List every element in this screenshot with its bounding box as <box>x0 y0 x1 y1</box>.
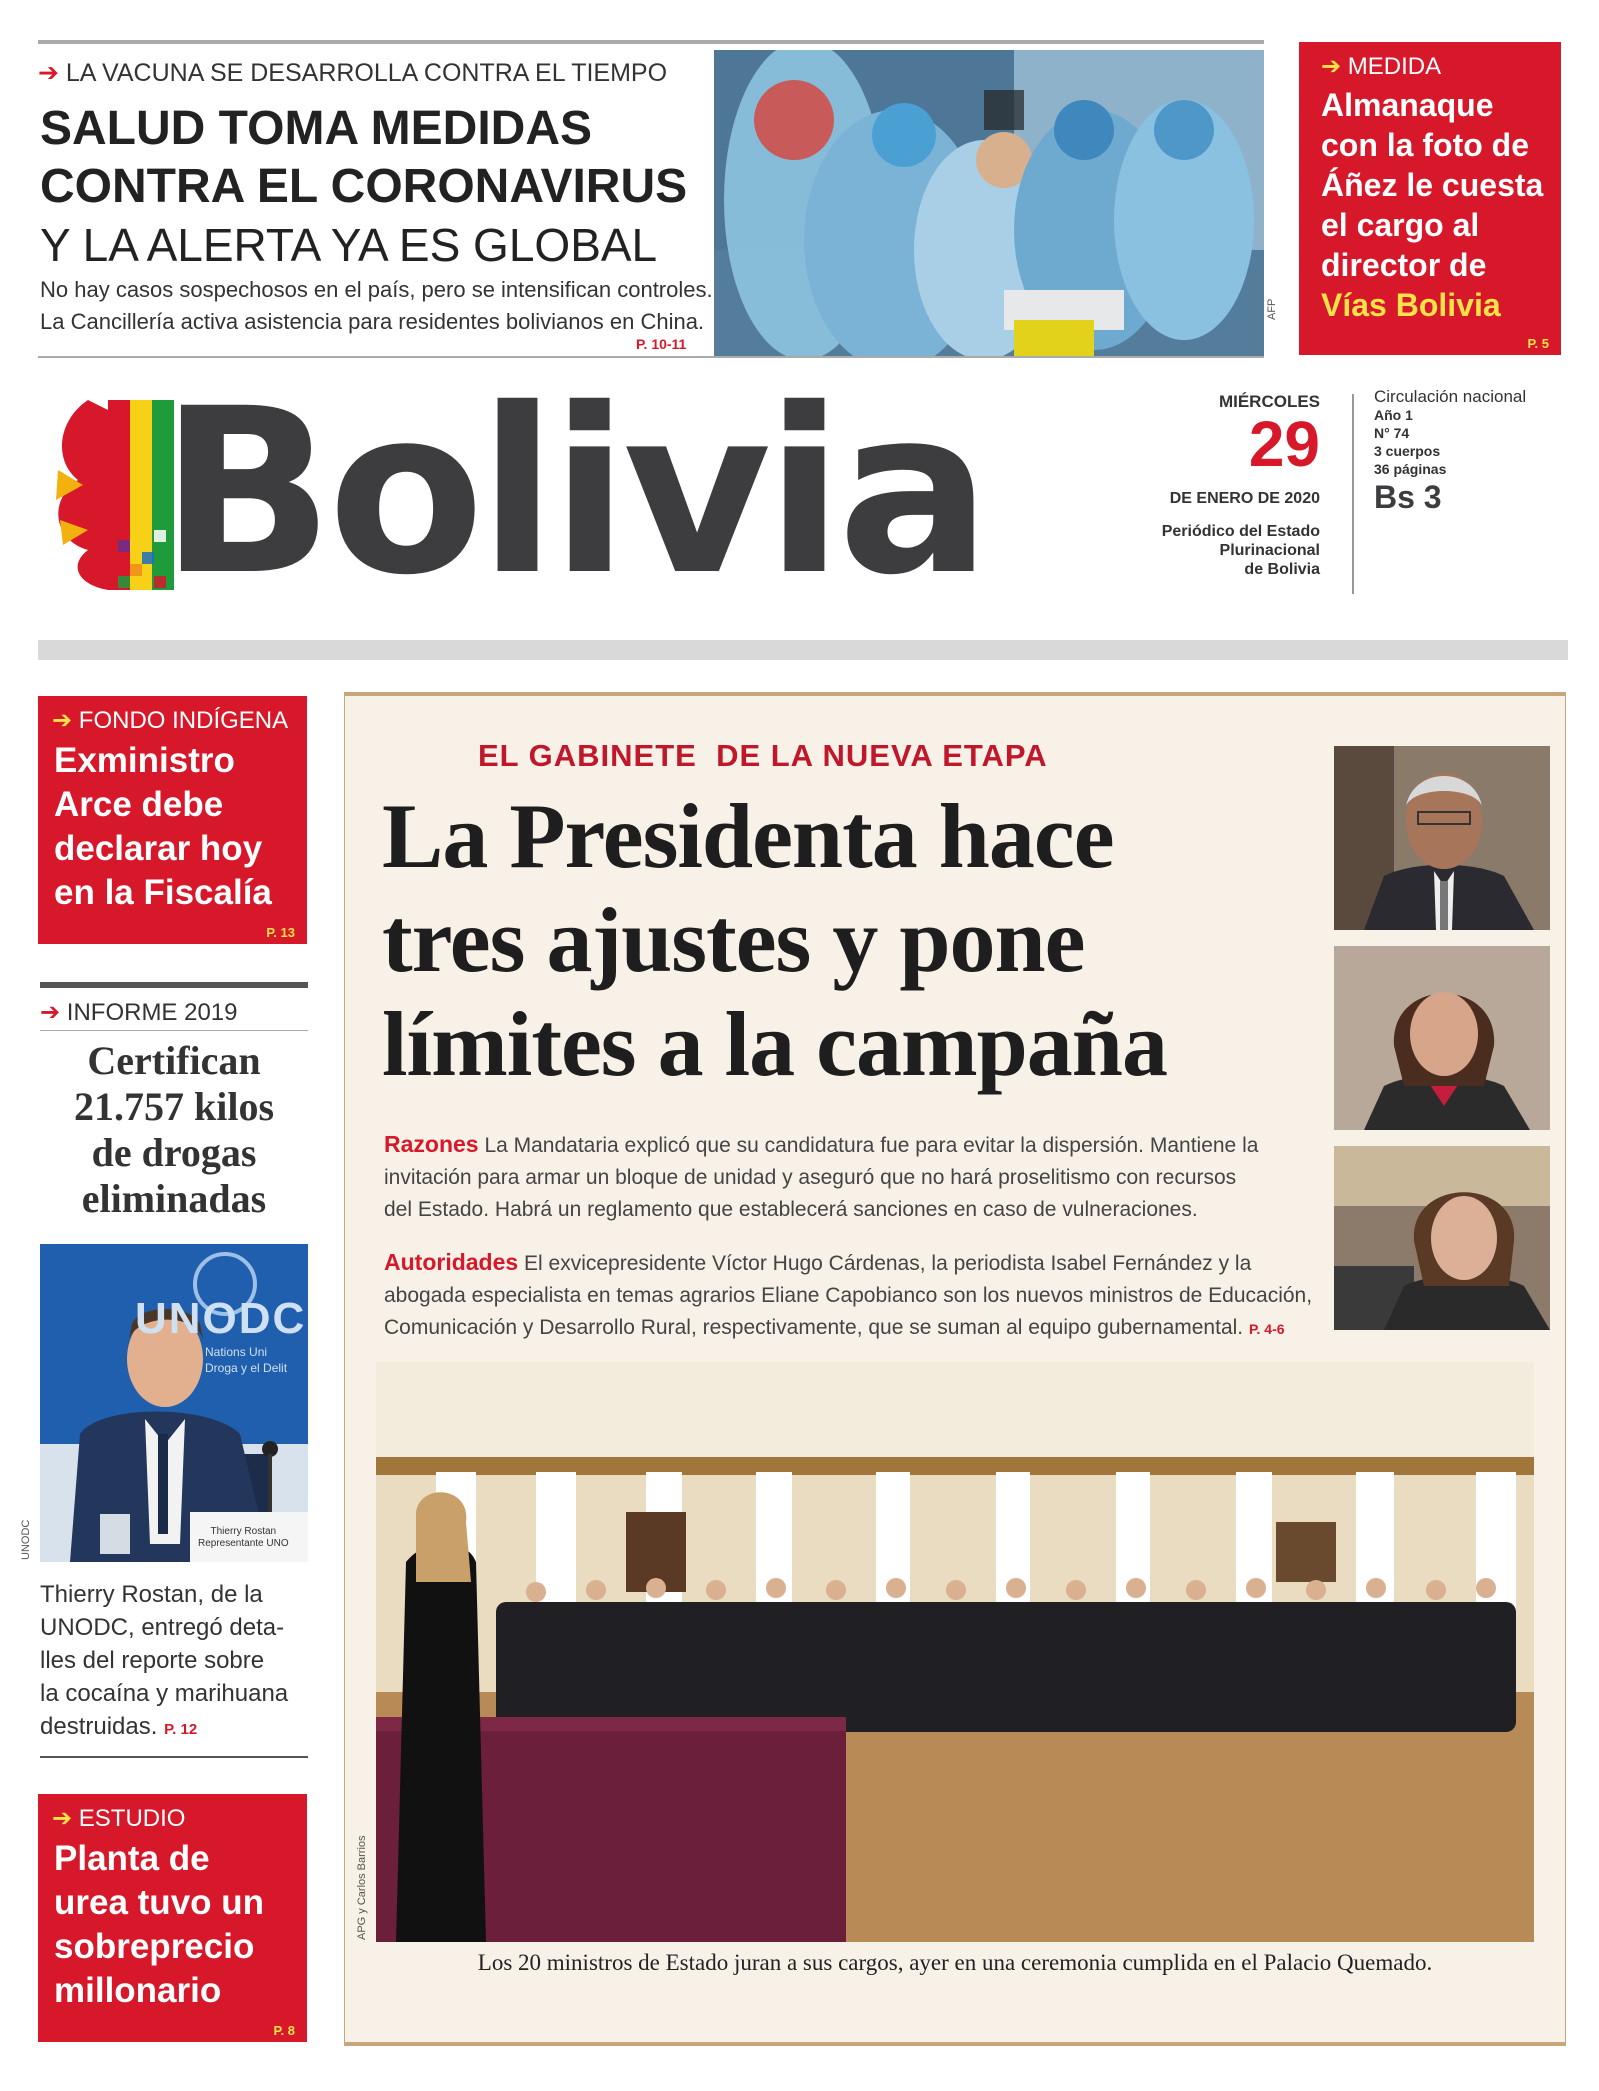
main-kicker: EL GABINETE DE LA NUEVA ETAPA <box>478 738 1048 773</box>
portrait-woman-illustration <box>1334 1146 1550 1330</box>
top-story-summary: No hay casos sospechosos en el país, pero se intensifican controles. La Cancillería activa asistencia para residentes bolivianos en China. <box>40 277 713 334</box>
arrow-right-icon: ➔ <box>52 707 73 734</box>
page-ref: P. 13 <box>266 925 295 940</box>
masthead-title[interactable]: Bolivia <box>160 359 986 625</box>
left-rule <box>40 1756 308 1758</box>
para-lead: Razones <box>384 1131 479 1157</box>
arrow-right-icon: ➔ <box>38 59 59 87</box>
coronavirus-photo <box>714 50 1264 356</box>
top-rule <box>38 40 1264 44</box>
publisher: Periódico del Estado Plurinacional de Bolivia <box>1161 523 1320 578</box>
headline-line: SALUD TOMA MEDIDAS <box>40 102 592 155</box>
portrait-man-illustration <box>1334 746 1550 930</box>
informe-headline[interactable]: Certifican 21.757 kilos de drogas eliminadas <box>73 1038 275 1221</box>
top-rule-bottom <box>38 356 1264 358</box>
page-ref: P. 5 <box>1527 336 1549 351</box>
flag-emblem-icon <box>48 390 178 596</box>
palace-ceremony-illustration <box>376 1362 1534 1942</box>
informe-kicker: ➔ INFORME 2019 <box>40 999 238 1026</box>
main-headline[interactable]: La Presidenta hace tres ajustes y pone límites a la campaña <box>382 785 1167 1095</box>
arrow-right-icon: ➔ <box>1321 53 1342 80</box>
page-ref[interactable]: P. 10-11 <box>636 336 687 352</box>
masthead-info: Circulación nacional Año 1 N° 74 3 cuerpos 36 páginas Bs 3 <box>1374 387 1527 515</box>
informe-rule <box>40 982 308 988</box>
minister-portrait-2 <box>1334 946 1550 1130</box>
page-ref[interactable]: P. 12 <box>164 1721 198 1738</box>
estudio-box[interactable]: ➔ ESTUDIO Planta de urea tuvo un sobreprecio millonario P. 8 <box>38 1794 307 2042</box>
top-story-headline[interactable] <box>40 100 720 274</box>
day-number: 29 <box>1248 408 1320 480</box>
headline-line: Y LA ALERTA YA ES GLOBAL <box>40 219 658 271</box>
speaker-illustration <box>40 1244 308 1562</box>
page-ref[interactable]: P. 4-6 <box>1248 1321 1285 1337</box>
unodc-sign-text: Nations Uni Droga y el Delit <box>205 1345 288 1375</box>
para-lead: Autoridades <box>384 1249 519 1275</box>
unodc-logo: UNODC <box>135 1294 307 1343</box>
page-ref: P. 8 <box>273 2023 295 2038</box>
top-story-kicker: ➔ LA VACUNA SE DESARROLLA CONTRA EL TIEMPO <box>38 59 668 87</box>
minister-portrait-3 <box>1334 1146 1550 1330</box>
main-paragraph-autoridades: Autoridades El exvicepresidente Víctor Hugo Cárdenas, la periodista Isabel Fernández y la abogada especialista en temas agrarios Eliane Capobianco son los nuevos ministros de Educación, Comunicación y Desarrollo Rural, respectivamente, que se suman al equipo gubernamental. P. 4-6 <box>384 1249 1313 1339</box>
box-kicker: ➔ MEDIDA <box>1321 53 1442 80</box>
unodc-caption: Thierry Rostan, de la UNODC, entregó deta- lles del reporte sobre la cocaína y marihuana destruidas. P. 12 <box>40 1581 289 1740</box>
portrait-woman-illustration <box>1334 946 1550 1130</box>
headline-line: CONTRA EL CORONAVIRUS <box>40 160 688 213</box>
main-paragraph-razones: Razones La Mandataria explicó que su candidatura fue para evitar la dispersión. Mantiene la invitación para armar un bloque de unidad y aseguró que no hará proselitismo con recursos del Estado. Habrá un reglamento que establecerá sanciones en caso de vulneraciones. <box>384 1131 1259 1221</box>
fondo-indigena-box[interactable]: ➔ FONDO INDÍGENA Exministro Arce debe declarar hoy en la Fiscalía P. 13 <box>38 696 307 944</box>
arrow-right-icon: ➔ <box>52 1805 73 1832</box>
masthead-divider <box>1352 394 1354 594</box>
medical-staff-illustration <box>714 50 1264 356</box>
month-year: DE ENERO DE 2020 <box>1169 490 1320 507</box>
photo-credit: UNODC <box>20 1519 32 1560</box>
minister-portrait-1 <box>1334 746 1550 930</box>
photo-credit: AFP <box>1266 298 1278 320</box>
ceremony-photo <box>376 1362 1534 1942</box>
masthead-bar <box>38 640 1568 660</box>
price: Bs 3 <box>1374 479 1442 515</box>
unodc-photo <box>40 1244 308 1562</box>
photo-credit: APG y Carlos Barrios <box>356 1835 368 1940</box>
ceremony-caption: Los 20 ministros de Estado juran a sus cargos, ayer en una ceremonia cumplida en el Palacio Quemado. <box>477 1950 1433 1975</box>
masthead-date <box>1110 392 1320 579</box>
name-placard: Thierry Rostan Representante UNO <box>198 1526 289 1549</box>
medida-box[interactable]: ➔ MEDIDA Almanaque con la foto de Áñez le cuesta el cargo al director de Vías Bolivia P. 5 <box>1299 42 1561 355</box>
weekday: MIÉRCOLES <box>1218 392 1320 411</box>
arrow-right-icon: ➔ <box>40 999 61 1026</box>
masthead-logo-emblem <box>48 390 178 596</box>
informe-rule-thin <box>40 1030 308 1031</box>
